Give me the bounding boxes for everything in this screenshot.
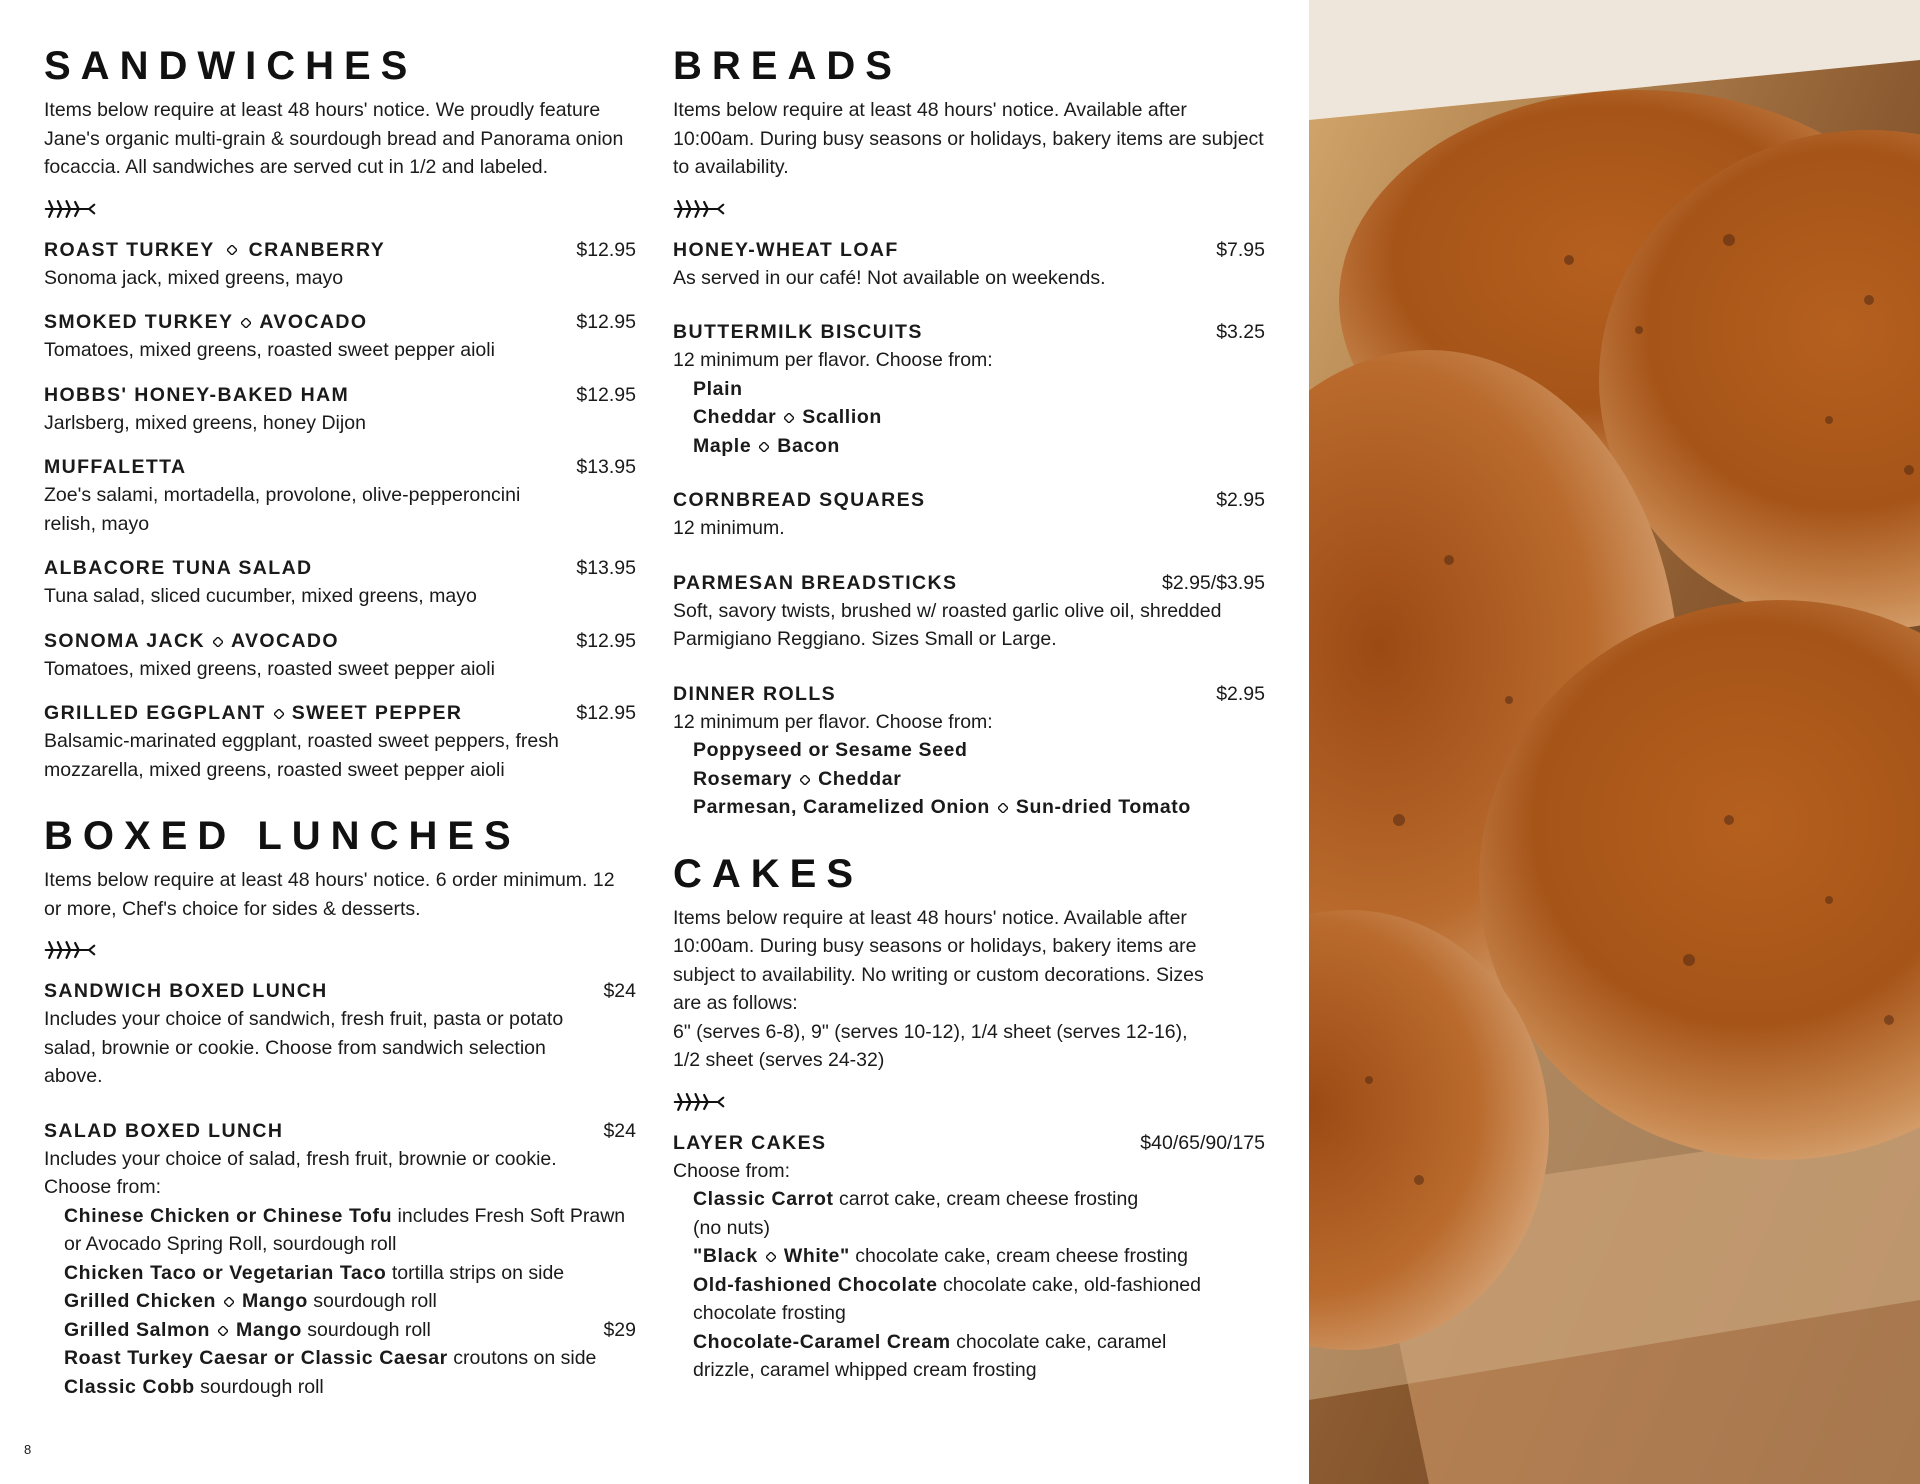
item-name: SALAD BOXED LUNCH (44, 1119, 284, 1142)
option-price: $29 (603, 1318, 636, 1341)
item-name: MUFFALETTA (44, 456, 187, 478)
option (44, 1259, 636, 1288)
item-name: SONOMA JACK (44, 629, 205, 652)
item-description: Zoe's salami, mortadella, provolone, olive-pepperoncini relish, mayo (44, 484, 521, 535)
menu-item (673, 1129, 1265, 1385)
item-price: $12.95 (576, 311, 636, 333)
option-name: Classic Cobb (64, 1375, 195, 1398)
item-name: ALBACORE TUNA SALAD (44, 557, 313, 579)
item-description: 12 minimum. (673, 517, 785, 539)
option-detail: sourdough roll (307, 1318, 431, 1341)
item-price: $40/65/90/175 (1140, 1131, 1265, 1154)
item-name: GRILLED EGGPLANT (44, 702, 266, 724)
item-description: Tomatoes, mixed greens, roasted sweet pepper aioli (44, 339, 495, 361)
option-detail: sourdough roll (313, 1290, 437, 1312)
cake-sizes: 6" (serves 6-8), 9" (serves 10-12), 1/4 sheet (serves 12-16), (673, 1020, 1188, 1043)
diamond-icon (223, 245, 241, 255)
option-detail: sourdough roll (200, 1375, 324, 1398)
breads-intro: Items below require at least 48 hours' notice. Available after 10:00am. During busy seasons or holidays, bakery items are subject to availability. (673, 99, 1264, 178)
item-name: BUTTERMILK BISCUITS (673, 321, 923, 343)
option-name: Cheddar (693, 406, 777, 428)
wheat-sprig-icon (44, 196, 96, 222)
item-name: SMOKED TURKEY (44, 311, 234, 333)
option-detail: chocolate cake, caramel drizzle, caramel whipped cream frosting (693, 1330, 1167, 1381)
option (44, 1202, 636, 1259)
option-name: Mango (236, 1318, 302, 1341)
menu-item (44, 453, 636, 538)
menu-item (673, 486, 1265, 543)
item-price: $2.95 (1216, 682, 1265, 705)
option-name: Parmesan, Caramelized Onion (693, 796, 990, 818)
item-name: CRANBERRY (248, 238, 386, 261)
item-price: $7.95 (1216, 238, 1265, 261)
item-price: $12.95 (576, 702, 636, 724)
item-price: $13.95 (576, 456, 636, 478)
option (673, 736, 1265, 765)
menu-item (673, 318, 1265, 460)
item-name: SANDWICH BOXED LUNCH (44, 980, 328, 1002)
item-description: Balsamic-marinated eggplant, roasted sweet peppers, fresh mozzarella, mixed greens, roasted sweet pepper aioli (44, 730, 559, 781)
left-column (44, 44, 636, 1417)
option-name: Rosemary (693, 767, 793, 790)
item-name: ROAST TURKEY (44, 238, 215, 261)
option-detail: croutons on side (453, 1347, 597, 1369)
cake-sizes: 1/2 sheet (serves 24-32) (673, 1049, 885, 1071)
boxed-lunches-heading: BOXED LUNCHES (44, 814, 521, 858)
option-name: Sun-dried Tomato (1015, 796, 1191, 818)
item-name: AVOCADO (230, 629, 339, 652)
menu-item (44, 977, 636, 1091)
option (673, 1328, 1265, 1385)
option (44, 1373, 636, 1402)
option (44, 1344, 636, 1373)
option (673, 1185, 1265, 1214)
sandwiches-intro: Items below require at least 48 hours' notice. We proudly feature Jane's organic multi-grain & sourdough bread and Panorama onion focaccia. All sandwiches are served cut in 1/2 and labeled. (44, 99, 624, 178)
boxed-lunches-intro: Items below require at least 48 hours' notice. 6 order minimum. 12 or more, Chef's choice for sides & desserts. (44, 869, 615, 920)
menu-item (44, 381, 636, 438)
option-name: Chinese Chicken or Chinese Tofu (64, 1204, 393, 1227)
item-description: Tuna salad, sliced cucumber, mixed greens, mayo (44, 585, 477, 607)
item-price: $2.95 (1216, 489, 1265, 511)
option (673, 432, 1265, 461)
menu-item (44, 236, 636, 293)
option-name: Scallion (802, 406, 882, 428)
wheat-sprig-icon (673, 196, 725, 222)
option (673, 765, 1265, 794)
menu-item (673, 680, 1265, 822)
diamond-icon (759, 442, 769, 452)
item-description: As served in our café! Not available on weekends. (673, 266, 1106, 289)
option (44, 1316, 636, 1345)
option (673, 1271, 1265, 1328)
item-name: LAYER CAKES (673, 1131, 827, 1154)
option (44, 1287, 636, 1316)
item-price: $12.95 (576, 629, 636, 652)
item-name: DINNER ROLLS (673, 682, 837, 705)
item-description: Sonoma jack, mixed greens, mayo (44, 266, 344, 289)
option-name: Classic Carrot (693, 1188, 834, 1210)
option-name: Mango (242, 1290, 308, 1312)
item-price: $12.95 (576, 383, 636, 406)
diamond-icon (998, 803, 1008, 813)
item-price: $2.95/$3.95 (1161, 571, 1265, 594)
option-name: Poppyseed or Sesame Seed (693, 739, 968, 761)
option-detail: tortilla strips on side (391, 1261, 565, 1284)
diamond-icon (218, 1326, 228, 1336)
option-name: Bacon (777, 434, 840, 457)
option-detail: includes Fresh Soft Prawn or Avocado Spring Roll, sourdough roll (64, 1204, 626, 1255)
item-name: HONEY-WHEAT LOAF (673, 238, 899, 261)
item-description: Choose from: (673, 1159, 791, 1182)
item-name: CORNBREAD SQUARES (673, 489, 926, 511)
item-price: $13.95 (576, 557, 636, 579)
wheat-sprig-icon (673, 1089, 725, 1115)
option-name: Chocolate-Caramel Cream (693, 1330, 951, 1353)
option-name: Old-fashioned Chocolate (693, 1273, 938, 1296)
option-detail: carrot cake, cream cheese frosting (839, 1188, 1139, 1210)
option (673, 793, 1265, 822)
item-price: $24 (603, 1119, 636, 1142)
item-name: HOBBS' HONEY-BAKED HAM (44, 383, 350, 406)
diamond-icon (274, 709, 284, 719)
item-price: $12.95 (576, 238, 636, 261)
choose-label: Choose from: (44, 1176, 162, 1198)
option-name: Maple (693, 434, 752, 457)
bread-rolls-photo (1309, 0, 1920, 1484)
menu-item (44, 1117, 636, 1402)
sandwiches-heading: SANDWICHES (44, 44, 418, 88)
option-name: Cheddar (818, 767, 902, 790)
menu-item (673, 236, 1265, 293)
menu-item (44, 308, 636, 365)
option-name: "Black (693, 1245, 758, 1267)
option-name: Chicken Taco or Vegetarian Taco (64, 1261, 387, 1284)
item-price: $24 (603, 980, 636, 1002)
wheat-sprig-icon (44, 937, 96, 963)
item-price: $3.25 (1216, 321, 1265, 343)
option (673, 1242, 1265, 1271)
diamond-icon (766, 1252, 776, 1262)
item-description: Tomatoes, mixed greens, roasted sweet pepper aioli (44, 657, 495, 680)
menu-item (673, 569, 1265, 654)
page-number: 8 (24, 1442, 32, 1457)
item-name: AVOCADO (259, 311, 368, 333)
item-name: PARMESAN BREADSTICKS (673, 571, 958, 594)
cakes-heading: CAKES (673, 851, 864, 896)
option-detail: chocolate cake, old-fashioned chocolate frosting (693, 1273, 1201, 1324)
diamond-icon (800, 775, 810, 785)
diamond-icon (224, 1297, 234, 1307)
option-name: Grilled Salmon (64, 1318, 211, 1341)
item-description: 12 minimum per flavor. Choose from: (673, 710, 993, 733)
item-name: SWEET PEPPER (291, 702, 463, 724)
option-name: White" (783, 1245, 850, 1267)
item-description: Soft, savory twists, brushed w/ roasted garlic olive oil, shredded Parmigiano Reggiano. Sizes Small or Large. (673, 599, 1222, 650)
option (673, 375, 1265, 404)
option (673, 403, 1265, 432)
diamond-icon (241, 318, 251, 328)
item-description: 12 minimum per flavor. Choose from: (673, 349, 993, 371)
item-description: Includes your choice of salad, fresh fruit, brownie or cookie. (44, 1147, 557, 1170)
menu-item (44, 699, 636, 784)
option-name: Roast Turkey Caesar or Classic Caesar (64, 1347, 448, 1369)
middle-column (673, 44, 1265, 1401)
diamond-icon (784, 413, 794, 423)
option-note: (no nuts) (693, 1216, 770, 1239)
breads-heading: BREADS (673, 44, 902, 88)
menu-item (44, 554, 636, 611)
diamond-icon (213, 637, 223, 647)
item-description: Includes your choice of sandwich, fresh fruit, pasta or potato salad, brownie or cookie. Choose from sandwich selection above. (44, 1008, 564, 1087)
item-description: Jarlsberg, mixed greens, honey Dijon (44, 411, 366, 434)
option-name: Plain (693, 377, 743, 400)
option-detail: chocolate cake, cream cheese frosting (855, 1245, 1188, 1267)
option-name: Grilled Chicken (64, 1290, 217, 1312)
cakes-intro: Items below require at least 48 hours' notice. Available after 10:00am. During busy seasons or holidays, bakery items are subject to availability. No writing or custom decorations. Sizes are as follows: (673, 906, 1204, 1014)
menu-item (44, 627, 636, 684)
